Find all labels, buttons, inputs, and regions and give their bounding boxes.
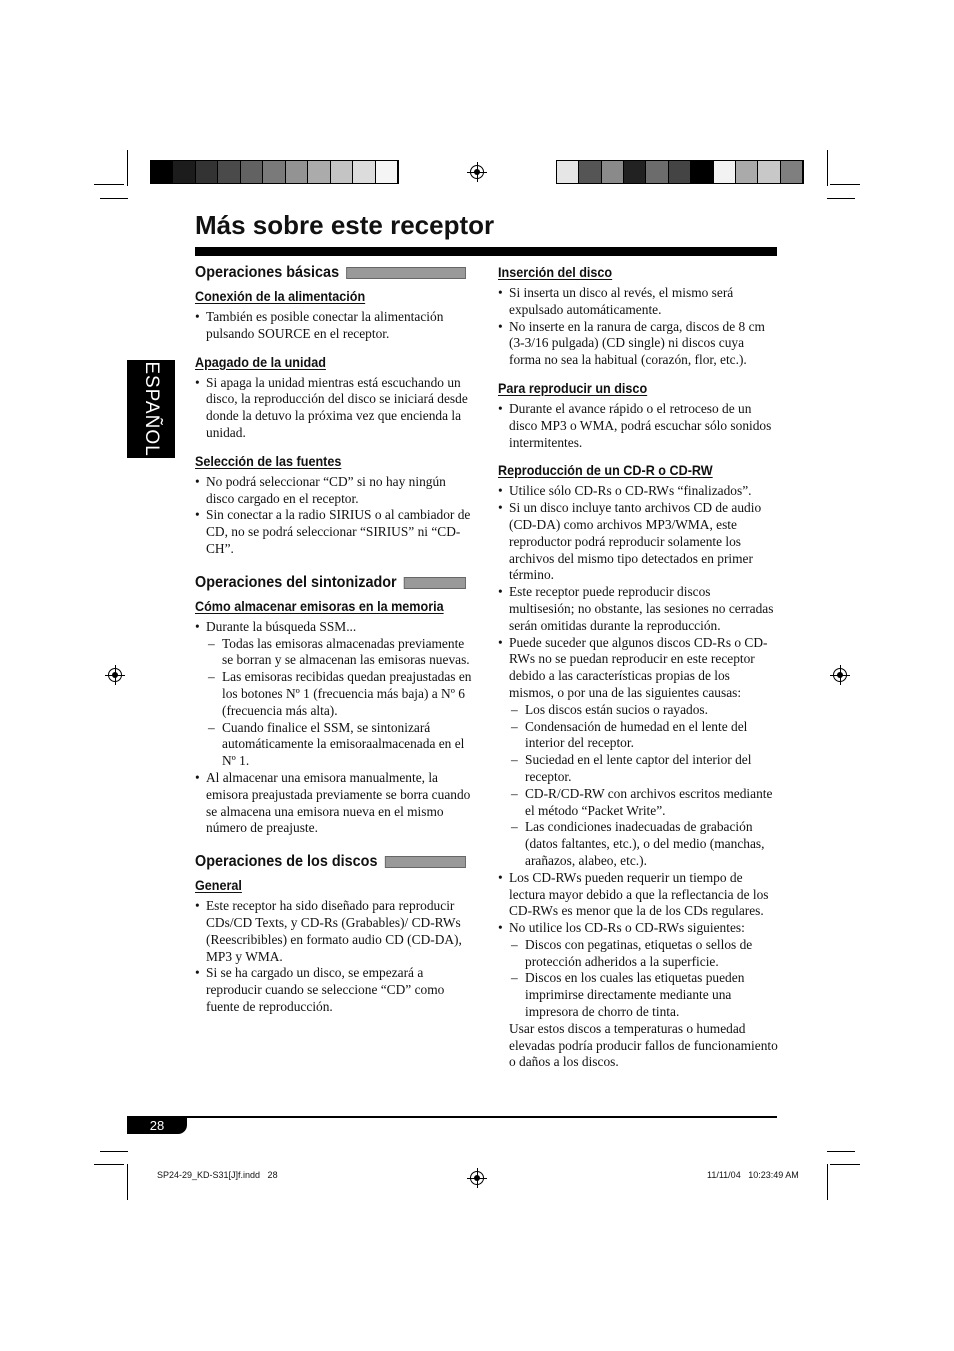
color-swatch bbox=[286, 161, 308, 183]
color-swatch bbox=[758, 161, 780, 183]
color-swatch bbox=[602, 161, 624, 183]
list-item: – Suciedad en el lente captor del interior del receptor. bbox=[498, 752, 778, 786]
list-item: • Si apaga la unidad mientras está escuchando un disco, la reproducción del disco se iniciará desde donde la detuvo la próxima vez que encienda la unidad. bbox=[195, 375, 475, 442]
color-swatch bbox=[557, 161, 579, 183]
bottom-rule bbox=[127, 1116, 777, 1118]
title-underline-bar bbox=[195, 247, 777, 256]
list-item: • Si un disco incluye tanto archivos CD de audio (CD-DA) como archivos MP3/WMA, este reproductor podrá reproducir solamente los archivos del mismo tipo detectados en primer término. bbox=[498, 500, 778, 584]
subsection-title: Apagado de la unidad bbox=[195, 353, 326, 370]
list-item: – Discos en los cuales las etiquetas pueden imprimirse directamente mediante una impresora de chorro de tinta. bbox=[498, 970, 778, 1020]
list-item: • Durante el avance rápido o el retroceso de un disco MP3 o WMA, podrá escuchar sólo sonidos intermitentes. bbox=[498, 401, 778, 451]
list-item: • Puede suceder que algunos discos CD-Rs o CD-RWs no se puedan reproducir en este receptor debido a las características propias de los mismos, o por una de las siguientes causas: bbox=[498, 635, 778, 702]
list-item: • Al almacenar una emisora manualmente, la emisora preajustada previamente se borra cuando se almacena una emisora nueva en el mismo número de preajuste. bbox=[195, 770, 475, 837]
list-item: • No podrá seleccionar “CD” si no hay ningún disco cargado en el receptor. bbox=[195, 474, 475, 508]
list-item: – Las emisoras recibidas quedan preajustadas en los botones Nº 1 (frecuencia más baja) a Nº 6 (frecuencia más alta). bbox=[195, 669, 475, 719]
color-swatch bbox=[579, 161, 601, 183]
color-swatch bbox=[376, 161, 398, 183]
color-swatch bbox=[263, 161, 285, 183]
bullet-list bbox=[195, 375, 475, 442]
subsection-title: Inserción del disco bbox=[498, 264, 613, 280]
bullet-list bbox=[195, 898, 475, 1016]
color-swatch bbox=[308, 161, 330, 183]
gray-swatch-bar-left bbox=[150, 160, 399, 184]
page-title: Más sobre este receptor bbox=[195, 210, 495, 240]
list-item: • Este receptor puede reproducir discos multisesión; no obstante, las sesiones no cerradas serán omitidas durante la reproducción. bbox=[498, 584, 778, 634]
list-item: – Condensación de humedad en el lente del interior del receptor. bbox=[498, 719, 778, 753]
color-swatch bbox=[736, 161, 758, 183]
color-swatch bbox=[173, 161, 195, 183]
registration-mark-bottom bbox=[470, 1171, 484, 1185]
color-swatch bbox=[353, 161, 375, 183]
list-item: • Si inserta un disco al revés, el mismo será expulsado automáticamente. bbox=[498, 285, 778, 319]
subsection-title: Para reproducir un disco bbox=[498, 379, 648, 396]
footer-timestamp: 11/11/04 10:23:49 AM bbox=[707, 1170, 799, 1180]
list-item: • Los CD-RWs pueden requerir un tiempo de lectura mayor debido a que la reflectancia de los CD-RWs es menor que la de los CDs regulares. bbox=[498, 870, 778, 920]
list-item: – CD-R/CD-RW con archivos escritos mediante el método “Packet Write”. bbox=[498, 786, 778, 820]
bullet-list bbox=[498, 401, 778, 451]
list-item: • Si se ha cargado un disco, se empezará a reproducir cuando se seleccione “CD” como fuente de reproducción. bbox=[195, 965, 475, 1015]
registration-mark-left bbox=[108, 668, 122, 682]
list-item: – Los discos están sucios o rayados. bbox=[498, 702, 778, 719]
right-column bbox=[498, 262, 778, 1071]
bullet-list bbox=[195, 309, 475, 343]
bullet-list bbox=[498, 285, 778, 369]
bullet-list bbox=[498, 483, 778, 1071]
language-tab-label: ESPAÑOL bbox=[141, 361, 162, 457]
color-swatch bbox=[241, 161, 263, 183]
list-item: • Utilice sólo CD-Rs o CD-RWs “finalizados”. bbox=[498, 483, 778, 500]
section-heading: Operaciones básicas bbox=[195, 264, 475, 282]
color-swatch bbox=[669, 161, 691, 183]
footer-file-info: SP24-29_KD-S31[J]f.indd 28 bbox=[157, 1170, 278, 1180]
left-column bbox=[195, 262, 475, 1016]
list-item: • Este receptor ha sido diseñado para reproducir CDs/CD Texts, y CD-Rs (Grabables)/ CD-RWs (Reescribibles) en formato audio CD (CD-DA), MP3 y WMA. bbox=[195, 898, 475, 965]
registration-mark-right bbox=[833, 668, 847, 682]
subsection-title: Reproducción de un CD-R o CD-RW bbox=[498, 462, 713, 479]
page-number: 28 bbox=[127, 1117, 187, 1134]
color-swatch bbox=[331, 161, 353, 183]
section-heading: Operaciones de los discos bbox=[195, 853, 475, 871]
list-item: – Cuando finalice el SSM, se sintonizará automáticamente la emisoraalmacenada en el Nº 1. bbox=[195, 720, 475, 770]
registration-mark-top bbox=[470, 165, 484, 179]
color-swatch bbox=[151, 161, 173, 183]
bullet-list bbox=[195, 474, 475, 558]
list-item: Usar estos discos a temperaturas o humedad elevadas podría producir fallos de funcionamiento o daños a los discos. bbox=[509, 1020, 778, 1070]
list-item: • Durante la búsqueda SSM... bbox=[195, 619, 475, 636]
color-swatch bbox=[218, 161, 240, 183]
color-swatch bbox=[781, 161, 803, 183]
color-swatch bbox=[646, 161, 668, 183]
gray-swatch-bar-right bbox=[556, 160, 804, 184]
list-item: • No utilice los CD-Rs o CD-RWs siguientes: bbox=[498, 920, 778, 937]
color-swatch bbox=[714, 161, 736, 183]
subsection-title: Selección de las fuentes bbox=[195, 452, 342, 469]
language-tab bbox=[127, 360, 175, 458]
subsection-title: General bbox=[195, 877, 242, 894]
subsection-title: Conexión de la alimentación bbox=[195, 288, 366, 304]
subsection-title: Cómo almacenar emisoras en la memoria bbox=[195, 597, 444, 614]
list-item: • También es posible conectar la alimentación pulsando SOURCE en el receptor. bbox=[195, 309, 475, 343]
color-swatch bbox=[196, 161, 218, 183]
section-heading: Operaciones del sintonizador bbox=[195, 574, 475, 592]
list-item: – Todas las emisoras almacenadas previamente se borran y se almacenan las emisoras nuevas. bbox=[195, 636, 475, 670]
list-item: • No inserte en la ranura de carga, discos de 8 cm (3-3/16 pulgada) (CD single) ni discos cuya forma no sea la habitual (corazón, flor, etc.). bbox=[498, 319, 778, 369]
list-item: – Discos con pegatinas, etiquetas o sellos de protección adheridos a la superficie. bbox=[498, 937, 778, 971]
color-swatch bbox=[624, 161, 646, 183]
list-item: • Sin conectar a la radio SIRIUS o al cambiador de CD, no se podrá seleccionar “SIRIUS” ni “CD-CH”. bbox=[195, 507, 475, 557]
color-swatch bbox=[691, 161, 713, 183]
list-item: – Las condiciones inadecuadas de grabación (datos faltantes, etc.), o del medio (manchas, arañazos, alabeo, etc.). bbox=[498, 819, 778, 869]
bullet-list bbox=[195, 619, 475, 837]
